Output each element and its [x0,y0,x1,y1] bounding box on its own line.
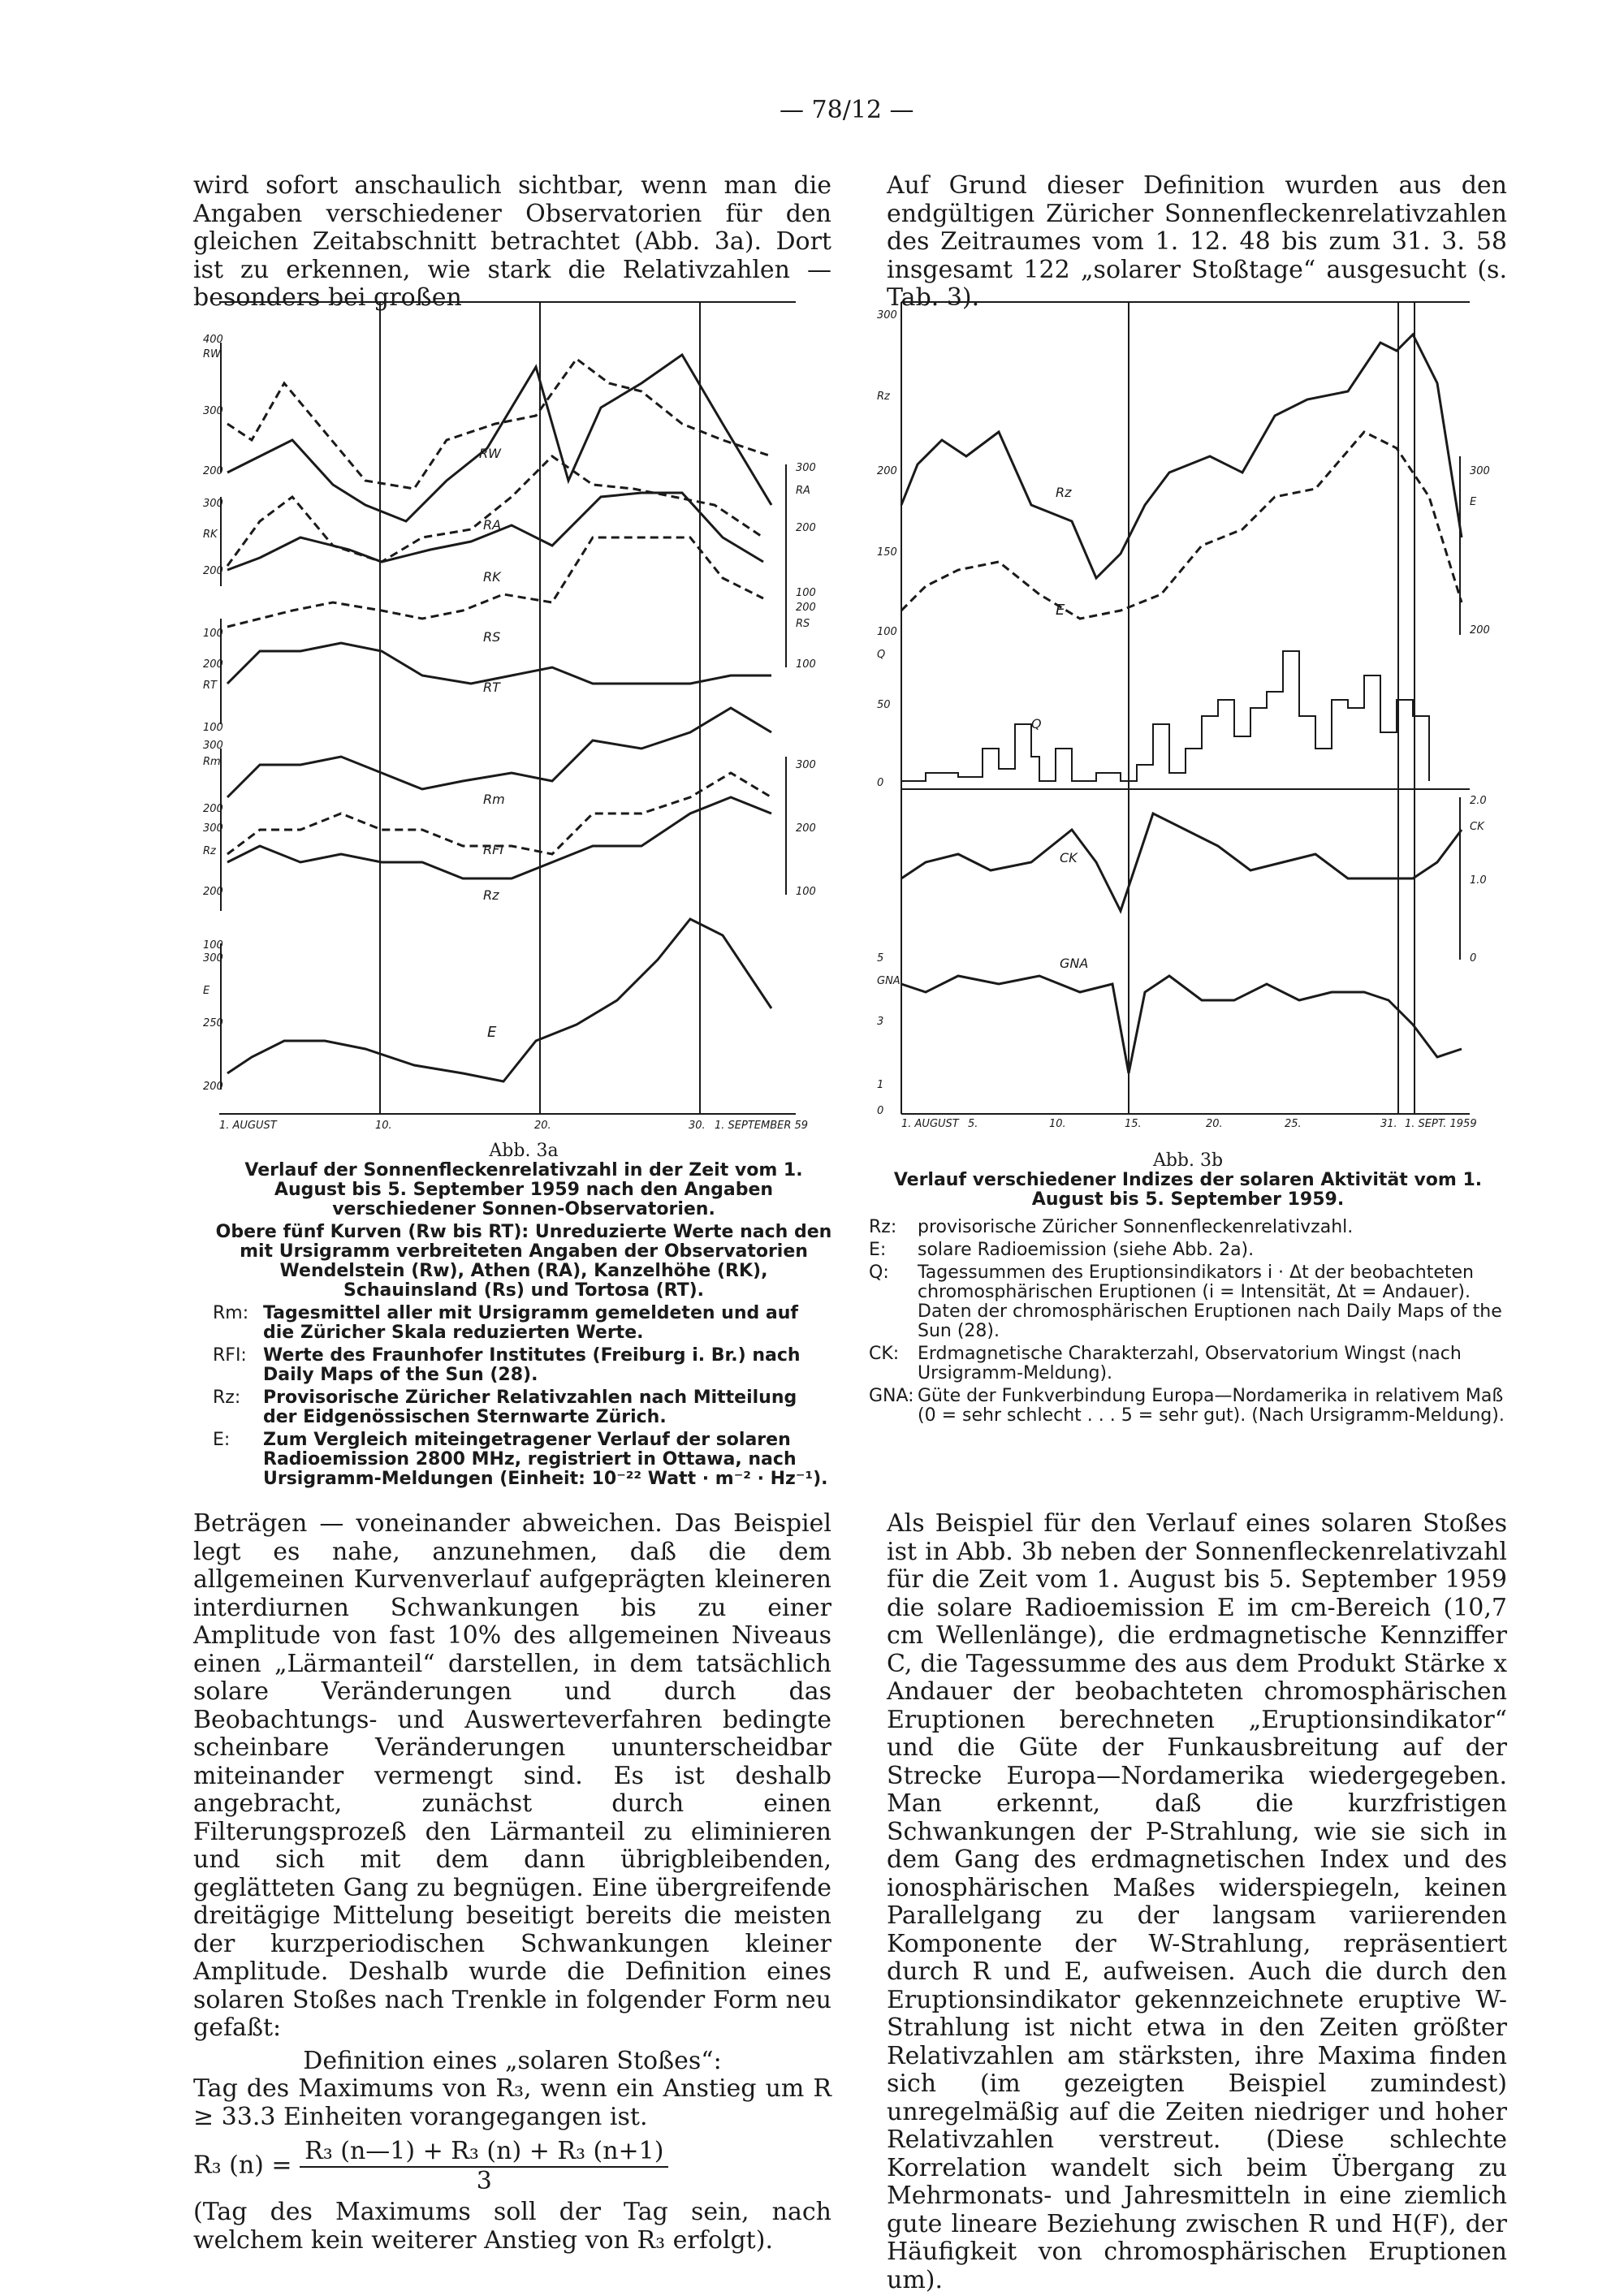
tick-label: 0 [877,1105,884,1117]
x-tick: 30. [689,1120,706,1130]
tick-label: 3 [877,1016,884,1028]
def-key: CK: [869,1344,900,1364]
tick-label: 200 [203,465,223,477]
axis-label: RT [203,680,217,692]
tick-label: 200 [796,522,816,534]
tick-label: 0 [877,777,884,789]
tick-label: 100 [203,628,223,640]
x-tick: 1. SEPT. 1959 [1405,1118,1477,1130]
paragraph: Als Beispiel für den Verlauf eines solaren Stoßes ist in Abb. 3b neben der Sonnenfleckenrelativzahl für die Zeit vom 1. August bis 5. September 1959 die solare Radioemission E im cm-Bereich (10,7 cm Wellenlänge), die erdmagnetische Kennziffer C, die Tagessumme des aus dem Produkt Stärke x Andauer der beobachteten chromosphärischen Eruptionen berechneten „Eruptionsindikator“ und die Güte der Funkausbreitung auf der Strecke Europa—Nordamerika wiedergegeben. Man erkennt, daß die kurzfristigen Schwankungen der P-Strahlung, wie sie sich in dem Gang des erdmagnetischen Index und des ionosphärischen Maßes widerspiegeln, keinen Parallelgang zu der langsam variierenden Komponente der W-Strahlung, repräsentiert durch R und E, aufweisen. Auch die durch den Eruptionsindikator gekennzeichnete eruptive W-Strahlung ist nicht etwa in den Zeiten größter Relativzahlen am stärksten, ihre Maxima finden sich (im gezeigten Beispiel zumindest) unregelmäßig auf die Zeiten niedriger und hoher Relativzahlen verstreut. (Diese schlechte Korrelation wandelt sich beim Übergang zu Mehrmonats- und Jahresmitteln in eine ziemlich gute lineare Beziehung zwischen R und H(F), der Häufigkeit von chromosphärischen Eruptionen um). [887,1509,1507,2294]
def-value: provisorische Züricher Sonnenfleckenrelativzahl. [918,1217,1354,1237]
tick-label: 100 [796,658,816,671]
definition-row [213,1346,835,1385]
caption-main: Verlauf verschiedener Indizes der solaren Aktivität vom 1. August bis 5. September 1959. [893,1170,1483,1210]
definition-row [869,1263,1507,1341]
curve-ck [901,814,1462,911]
def-value: Tagessummen des Eruptionsindikators i · Δt der beobachteten chromosphärischen Eruptionen (i = Intensität, Δt = Andauer). Daten der chromosphärischen Eruptionen nach Daily Maps of the Sun (28). [918,1262,1502,1341]
axis-label: Q [877,649,886,661]
caption-main: Verlauf der Sonnenfleckenrelativzahl in der Zeit vom 1. August bis 5. September 1959 nach den Angaben verschiedener Sonnen-Observatorien. [244,1160,803,1219]
figure-3a [203,294,844,1130]
definition-line: Tag des Maximums von R₃, wenn ein Anstieg um R ≥ 33.3 Einheiten vorangegangen ist. [193,2074,831,2131]
curve-label: RA [483,517,502,533]
def-value: Provisorische Züricher Relativzahlen nach Mitteilung der Eidgenössischen Sternwarte Zürich. [263,1388,797,1427]
tick-label: 1.0 [1470,874,1487,887]
paragraph: Auf Grund dieser Definition wurden aus den endgültigen Züricher Sonnenfleckenrelativzahlen des Zeitraumes vom 1. 12. 48 bis zum 31. 3. 58 insgesamt 122 „solarer Stoßtage“ ausgesucht (s. Tab. 3). [887,171,1507,312]
x-tick: 20. [534,1120,551,1130]
tick-label: 300 [203,740,223,752]
curve-e [901,432,1462,619]
tick-label: 300 [877,309,897,322]
tick-label: 300 [1470,465,1490,477]
curve-rm [227,708,771,797]
tick-label: 200 [877,465,897,477]
tick-label: 300 [203,822,223,835]
curve-rt2 [227,643,771,684]
paragraph: Beträgen — voneinander abweichen. Das Beispiel legt es nahe, anzunehmen, daß die dem allgemeinen Kurvenverlauf aufgeprägten kleineren interdiurnen Schwankungen bis zu einer Amplitude von fast 10% des allgemeinen Niveaus einen „Lärmanteil“ darstellen, in dem tatsächlich solare Veränderungen und durch das Beobachtungs- und Auswerteverfahren bedingte scheinbare Veränderungen ununterscheidbar miteinander vermengt sind. Es ist deshalb angebracht, zunächst durch einen Filterungsprozeß den Lärmanteil zu eliminieren und sich mit dem dann übrigbleibenden, geglätteten Gang zu begnügen. Eine übergreifende dreitägige Mittelung beseitigt bereits die meisten der kurzperiodischen Schwankungen kleiner Amplitude. Deshalb wurde die Definition eines solaren Stoßes nach Trenkle in folgender Form neu gefaßt: [193,1509,831,2042]
curve-label: E [487,1024,497,1041]
paragraph: wird sofort anschaulich sichtbar, wenn man die Angaben verschiedener Observatorien für den gleichen Zeitabschnitt betrachtet (Abb. 3a). Dort ist zu erkennen, wie stark die Relativzahlen — besonders bei großen [193,171,831,312]
definition-heading: Definition eines „solaren Stoßes“: [303,2046,722,2075]
left-bottom-text [193,1510,831,2255]
tick-label: 200 [203,1081,223,1093]
axis-label: CK [1470,821,1484,833]
curve-label: Rm [483,792,505,807]
figure-3b [877,294,1518,1130]
tick-label: 200 [203,803,223,815]
tick-label: 150 [877,546,897,559]
def-value: Zum Vergleich miteingetragener Verlauf der solaren Radioemission 2800 MHz, registriert in Ottawa, nach Ursigramm-Meldungen (Einheit: 10⁻²² Watt · m⁻² · Hz⁻¹). [263,1430,828,1489]
curve-label: RT [483,680,500,695]
tick-label: 100 [203,722,223,734]
definition-row [869,1218,1507,1237]
tick-label: 2.0 [1470,795,1487,807]
curve-rz [227,797,771,878]
axis-label: RA [796,485,810,497]
definition-row [213,1431,835,1489]
definition-row [213,1388,835,1427]
curve-label: RK [483,569,501,585]
tick-label: 200 [1470,624,1490,637]
formula-lhs: R₃ (n) = [193,2151,292,2180]
tick-label: 1 [877,1079,884,1091]
def-value: Güte der Funkverbindung Europa—Nordamerika in relativem Maß (0 = sehr schlecht . . . 5 = sehr gut). (Nach Ursigramm-Meldung). [918,1386,1505,1426]
tick-label: 300 [796,759,816,771]
definition-row [213,1304,835,1343]
tick-label: 300 [203,952,223,965]
def-value: solare Radioemission (siehe Abb. 2a). [918,1240,1255,1260]
axis-label: Rm [203,756,221,768]
axis-label: RK [203,529,218,541]
x-tick: 31. [1380,1118,1397,1130]
figure-title: Abb. 3b [1152,1150,1224,1171]
x-tick: 1. AUGUST [901,1118,959,1130]
curve-gna [901,976,1462,1073]
page-number: — 78/12 — [780,96,914,124]
curve-q [901,651,1429,781]
x-tick: 5. [968,1118,978,1130]
curve-label: RW [479,446,501,461]
formula-numerator: R₃ (n—1) + R₃ (n) + R₃ (n+1) [300,2138,668,2168]
right-top-text [887,172,1507,313]
curve-rk [227,456,763,566]
x-tick: 10. [1049,1118,1066,1130]
definition-row [869,1344,1507,1383]
x-tick: 25. [1285,1118,1302,1130]
def-key: Q: [869,1262,889,1283]
left-top-text [193,172,831,313]
tick-label: 300 [203,498,223,510]
figure-title: Abb. 3a [489,1141,559,1161]
def-key: E: [869,1240,887,1260]
curve-e [227,919,771,1081]
definition-note: (Tag des Maximums soll der Tag sein, nach welchem kein weiterer Anstieg von R₃ erfolgt). [193,2198,831,2255]
tick-label: 100 [877,626,897,638]
tick-label: 250 [203,1017,223,1029]
curve-ra [227,355,771,521]
curve-label: Rz [483,887,499,903]
curve-label: RFI [483,842,504,857]
caption-3b [869,1151,1507,1426]
def-key: Rz: [213,1388,241,1408]
curves-3b [901,334,1462,1073]
axis-label: RW [203,348,221,360]
axis-label: Rz [203,845,216,857]
def-key: E: [213,1430,231,1450]
tick-label: 200 [203,886,223,898]
tick-label: 300 [796,462,816,474]
x-tick: 20. [1206,1118,1223,1130]
definition-row [869,1241,1507,1260]
x-tick: 15. [1125,1118,1142,1130]
curve-label: CK [1060,850,1078,865]
tick-label: 200 [203,565,223,577]
axis-label: E [1470,496,1477,508]
curve-label: E [1056,602,1065,619]
tick-label: 100 [203,939,223,952]
def-value: Erdmagnetische Charakterzahl, Observatorium Wingst (nach Ursigramm-Meldung). [918,1344,1462,1383]
tick-label: 5 [877,952,884,965]
tick-label: 200 [796,602,816,614]
curve-label: RS [483,629,501,645]
def-value: Tagesmittel aller mit Ursigramm gemeldeten und auf die Züricher Skala reduzierten Werte. [263,1303,798,1343]
curve-label: Rz [1056,485,1072,500]
formula-fraction [300,2138,668,2195]
tick-label: 300 [203,405,223,417]
formula [193,2138,831,2195]
curves-3a [227,355,771,1081]
tick-label: 200 [796,822,816,835]
curve-label: Q [1031,716,1042,732]
axis-label: Rz [877,391,890,403]
caption-sub: Obere fünf Kurven (Rw bis RT): Unreduzierte Werte nach den mit Ursigramm verbreiteten Angaben der Observatorien Wendelstein (Rw), Athen (RA), Kanzelhöhe (RK), Schauinsland (Rs) und Tortosa (RT). [215,1222,832,1301]
tick-label: 50 [877,699,891,711]
curve-label: GNA [1060,956,1089,971]
def-key: GNA: [869,1386,914,1406]
x-tick: 10. [375,1120,392,1130]
x-tick: 1. SEPTEMBER 59 [715,1120,809,1130]
definition-row [869,1387,1507,1426]
tick-label: 100 [796,886,816,898]
x-tick: 1. AUGUST [219,1120,277,1130]
axis-label: GNA [877,975,901,987]
def-value: Werte des Fraunhofer Institutes (Freiburg i. Br.) nach Daily Maps of the Sun (28). [263,1345,801,1385]
curve-rz [901,334,1462,578]
axis-label: RS [796,618,810,630]
def-key: Rm: [213,1303,249,1323]
def-key: Rz: [869,1217,897,1237]
curve-rw [227,359,771,489]
right-bottom-text [887,1510,1507,2294]
tick-label: 200 [203,658,223,671]
axis-label: E [203,985,210,997]
tick-label: 0 [1470,952,1477,965]
tick-label: 100 [796,587,816,599]
caption-3a [213,1142,835,1489]
formula-denominator: 3 [476,2166,492,2195]
def-key: RFI: [213,1345,247,1366]
tick-label: 400 [203,334,223,346]
